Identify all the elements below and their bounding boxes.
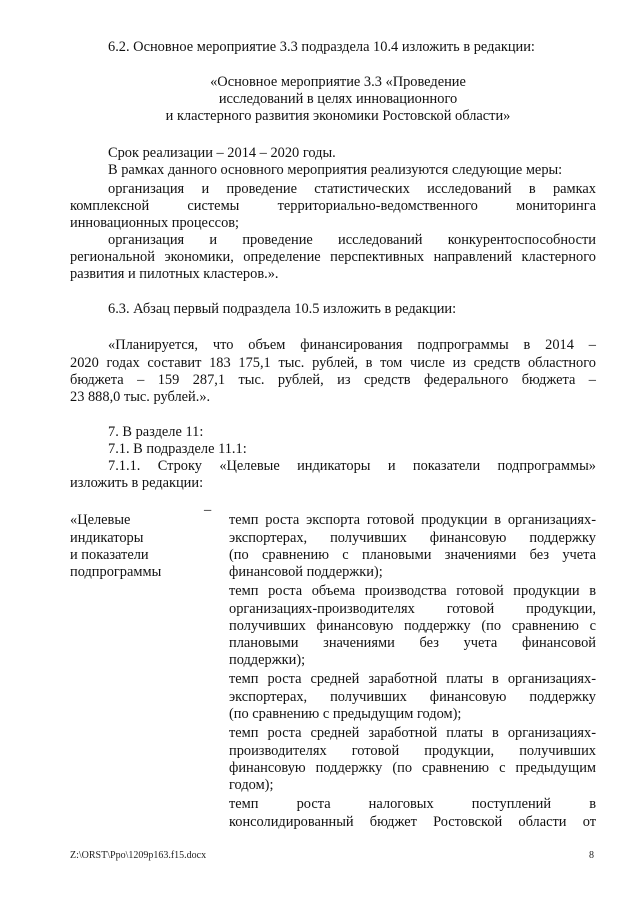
indicator-line: консолидированный бюджет Ростовской области от — [229, 814, 596, 830]
indicator-line: темп роста средней заработной платы в организациях- — [229, 725, 596, 741]
indicator-line: организациях-производителях готовой продукции, — [229, 601, 596, 617]
paragraph-line: «Планируется, что объем финансирования подпрограммы в 2014 – — [108, 337, 596, 353]
page-number: 8 — [589, 850, 594, 861]
paragraph-line: инновационных процессов; — [70, 215, 240, 231]
indicator-line: годом); — [229, 777, 274, 793]
table-left-label: и показатели — [70, 547, 149, 563]
paragraph-line: организация и проведение исследований конкурентоспособности — [108, 232, 596, 248]
indicator-line: финансовой поддержки); — [229, 564, 383, 580]
indicator-line: получивших финансовую поддержку (по сравнению с — [229, 618, 596, 634]
indicator-line: поддержки); — [229, 652, 306, 668]
paragraph-line: В рамках данного основного мероприятия реализуются следующие меры: — [108, 162, 563, 178]
table-left-label: «Целевые — [70, 512, 131, 528]
indicator-line: темп роста средней заработной платы в организациях- — [229, 671, 596, 687]
quote-line-3: и кластерного развития экономики Ростовской области» — [165, 108, 511, 124]
table-left-label: подпрограммы — [70, 564, 162, 580]
indicator-line: темп роста налоговых поступлений в — [229, 796, 596, 812]
indicator-line: финансовую поддержку (по сравнению с предыдущим — [229, 760, 596, 776]
quote-line-2: исследований в целях инновационного — [218, 91, 458, 107]
table-left-label: индикаторы — [70, 530, 144, 546]
indicator-line: (по сравнению с плановыми значениями без учета — [229, 547, 596, 563]
paragraph-line: региональной экономики, определение перспективных направлений кластерного — [70, 249, 596, 265]
indicator-line: экспортерах, получивших финансовую поддержку — [229, 689, 596, 705]
quote-line-1: «Основное мероприятие 3.3 «Проведение — [210, 74, 466, 90]
section-6-3-heading: 6.3. Абзац первый подраздела 10.5 изложить в редакции: — [108, 301, 457, 317]
indicator-line: производителях готовой продукции, получивших — [229, 743, 596, 759]
section-6-2-heading: 6.2. Основное мероприятие 3.3 подраздела 10.4 изложить в редакции: — [108, 39, 535, 55]
paragraph-line: Срок реализации – 2014 – 2020 годы. — [108, 145, 336, 161]
indicator-line: экспортерах, получивших финансовую поддержку — [229, 530, 596, 546]
paragraph-line: 23 888,0 тыс. рублей.». — [70, 389, 211, 405]
section-7-line: 7.1. В подразделе 11.1: — [108, 441, 247, 457]
table-dash: – — [204, 502, 212, 518]
file-path: Z:\ORST\Ppo\1209p163.f15.docx — [70, 850, 207, 861]
indicator-line: (по сравнению с предыдущим годом); — [229, 706, 462, 722]
paragraph-line: организация и проведение статистических исследований в рамках — [108, 181, 596, 197]
section-7-line: 7. В разделе 11: — [108, 424, 204, 440]
section-7-line: 7.1.1. Строку «Целевые индикаторы и показатели подпрограммы» — [108, 458, 596, 474]
paragraph-line: 2020 годах составит 183 175,1 тыс. рублей, в том числе из средств областного — [70, 355, 596, 371]
indicator-line: темп роста экспорта готовой продукции в организациях- — [229, 512, 596, 528]
paragraph-line: развития и пилотных кластеров.». — [70, 266, 279, 282]
indicator-line: плановыми значениями без учета финансовой — [229, 635, 596, 651]
section-7-line: изложить в редакции: — [70, 475, 204, 491]
paragraph-line: комплексной системы территориально-ведомственного мониторинга — [70, 198, 596, 214]
paragraph-line: бюджета – 159 287,1 тыс. рублей, из средств федерального бюджета – — [70, 372, 596, 388]
indicator-line: темп роста объема производства готовой продукции в — [229, 583, 596, 599]
